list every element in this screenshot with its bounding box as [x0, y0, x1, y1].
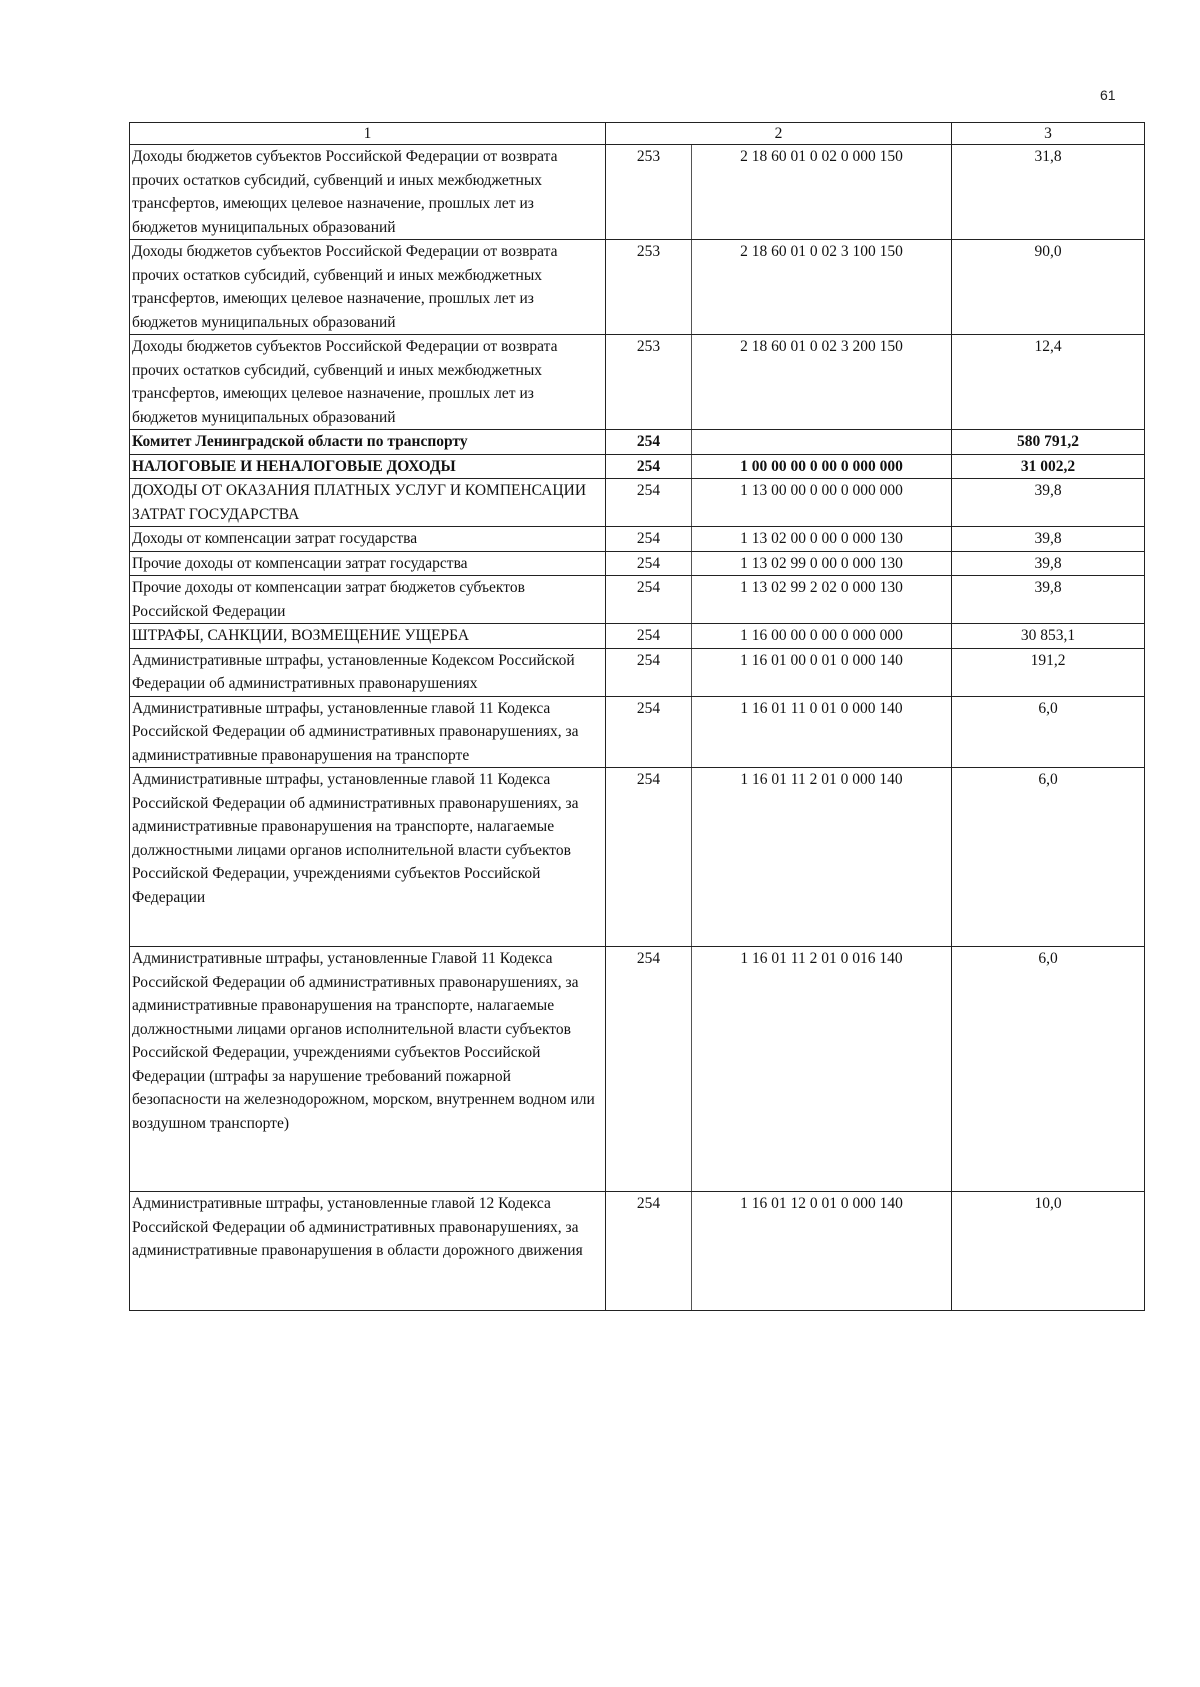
row-name: Административные штрафы, установленные Главой 11 Кодекса Российской Федерации об административных правонарушениях, за административные правонарушения на транспорте, налагаемые должностными лицами органов исполнительной власти субъектов Российской Федерации, учреждениями субъектов Российской Федерации (штрафы за нарушение требований пожарной безопасности на железнодорожном, морском, внутреннем водном или воздушном транспорте) — [130, 947, 606, 1192]
row-sum: 6,0 — [952, 768, 1145, 947]
table-row — [130, 768, 1145, 947]
row-name: Доходы бюджетов субъектов Российской Федерации от возврата прочих остатков субсидий, субвенций и иных межбюджетных трансфертов, имеющих целевое назначение, прошлых лет из бюджетов муниципальных образований — [130, 240, 606, 335]
row-name: Административные штрафы, установленные главой 11 Кодекса Российской Федерации об административных правонарушениях, за административные правонарушения на транспорте — [130, 696, 606, 768]
table-row — [130, 335, 1145, 430]
row-admin-code: 253 — [606, 335, 692, 430]
row-budget-code: 1 13 02 99 0 00 0 000 130 — [692, 551, 952, 576]
row-admin-code: 254 — [606, 624, 692, 649]
row-budget-code: 1 16 00 00 0 00 0 000 000 — [692, 624, 952, 649]
budget-table — [129, 122, 1145, 1311]
row-name: Доходы от компенсации затрат государства — [130, 527, 606, 552]
row-admin-code: 254 — [606, 454, 692, 479]
row-admin-code: 254 — [606, 1192, 692, 1311]
row-admin-code: 254 — [606, 768, 692, 947]
column-header-2: 2 — [606, 123, 952, 145]
row-sum: 191,2 — [952, 648, 1145, 696]
row-admin-code: 254 — [606, 648, 692, 696]
row-sum: 39,8 — [952, 551, 1145, 576]
row-admin-code: 254 — [606, 430, 692, 455]
row-budget-code: 1 16 01 11 2 01 0 016 140 — [692, 947, 952, 1192]
table-row — [130, 1192, 1145, 1311]
row-sum: 39,8 — [952, 527, 1145, 552]
row-sum: 6,0 — [952, 947, 1145, 1192]
table-row — [130, 240, 1145, 335]
column-header-3: 3 — [952, 123, 1145, 145]
row-budget-code — [692, 430, 952, 455]
table-row — [130, 145, 1145, 240]
row-name: Доходы бюджетов субъектов Российской Федерации от возврата прочих остатков субсидий, субвенций и иных межбюджетных трансфертов, имеющих целевое назначение, прошлых лет из бюджетов муниципальных образований — [130, 335, 606, 430]
table-row — [130, 454, 1145, 479]
row-budget-code: 2 18 60 01 0 02 3 200 150 — [692, 335, 952, 430]
row-budget-code: 2 18 60 01 0 02 3 100 150 — [692, 240, 952, 335]
table-row — [130, 430, 1145, 455]
row-sum: 6,0 — [952, 696, 1145, 768]
column-header-1: 1 — [130, 123, 606, 145]
row-name: Доходы бюджетов субъектов Российской Федерации от возврата прочих остатков субсидий, субвенций и иных межбюджетных трансфертов, имеющих целевое назначение, прошлых лет из бюджетов муниципальных образований — [130, 145, 606, 240]
table-row — [130, 696, 1145, 768]
row-admin-code: 254 — [606, 576, 692, 624]
row-sum: 90,0 — [952, 240, 1145, 335]
row-sum: 30 853,1 — [952, 624, 1145, 649]
row-name: Административные штрафы, установленные главой 12 Кодекса Российской Федерации об административных правонарушениях, за административные правонарушения в области дорожного движения — [130, 1192, 606, 1311]
table-row — [130, 624, 1145, 649]
row-admin-code: 254 — [606, 551, 692, 576]
row-budget-code: 1 13 00 00 0 00 0 000 000 — [692, 479, 952, 527]
row-name: НАЛОГОВЫЕ И НЕНАЛОГОВЫЕ ДОХОДЫ — [130, 454, 606, 479]
row-name: Прочие доходы от компенсации затрат государства — [130, 551, 606, 576]
table-row — [130, 551, 1145, 576]
row-name: ДОХОДЫ ОТ ОКАЗАНИЯ ПЛАТНЫХ УСЛУГ И КОМПЕНСАЦИИ ЗАТРАТ ГОСУДАРСТВА — [130, 479, 606, 527]
row-budget-code: 1 13 02 00 0 00 0 000 130 — [692, 527, 952, 552]
table-row — [130, 576, 1145, 624]
row-admin-code: 254 — [606, 479, 692, 527]
row-sum: 12,4 — [952, 335, 1145, 430]
page-number: 61 — [1100, 87, 1116, 103]
table-row — [130, 527, 1145, 552]
row-budget-code: 1 13 02 99 2 02 0 000 130 — [692, 576, 952, 624]
row-sum: 10,0 — [952, 1192, 1145, 1311]
row-name: ШТРАФЫ, САНКЦИИ, ВОЗМЕЩЕНИЕ УЩЕРБА — [130, 624, 606, 649]
row-admin-code: 253 — [606, 145, 692, 240]
table-row — [130, 947, 1145, 1192]
row-name: Административные штрафы, установленные главой 11 Кодекса Российской Федерации об административных правонарушениях, за административные правонарушения на транспорте, налагаемые должностными лицами органов исполнительной власти субъектов Российской Федерации, учреждениями субъектов Российской Федерации — [130, 768, 606, 947]
row-sum: 39,8 — [952, 576, 1145, 624]
row-name: Прочие доходы от компенсации затрат бюджетов субъектов Российской Федерации — [130, 576, 606, 624]
row-admin-code: 253 — [606, 240, 692, 335]
row-budget-code: 1 16 01 00 0 01 0 000 140 — [692, 648, 952, 696]
row-admin-code: 254 — [606, 527, 692, 552]
row-name: Административные штрафы, установленные Кодексом Российской Федерации об административных правонарушениях — [130, 648, 606, 696]
row-budget-code: 1 16 01 11 2 01 0 000 140 — [692, 768, 952, 947]
row-sum: 580 791,2 — [952, 430, 1145, 455]
table-row — [130, 648, 1145, 696]
row-budget-code: 1 16 01 12 0 01 0 000 140 — [692, 1192, 952, 1311]
table-row — [130, 479, 1145, 527]
row-sum: 31,8 — [952, 145, 1145, 240]
row-sum: 39,8 — [952, 479, 1145, 527]
table-header-row — [130, 123, 1145, 145]
row-budget-code: 2 18 60 01 0 02 0 000 150 — [692, 145, 952, 240]
row-name: Комитет Ленинградской области по транспорту — [130, 430, 606, 455]
row-admin-code: 254 — [606, 947, 692, 1192]
row-budget-code: 1 16 01 11 0 01 0 000 140 — [692, 696, 952, 768]
row-sum: 31 002,2 — [952, 454, 1145, 479]
row-budget-code: 1 00 00 00 0 00 0 000 000 — [692, 454, 952, 479]
row-admin-code: 254 — [606, 696, 692, 768]
